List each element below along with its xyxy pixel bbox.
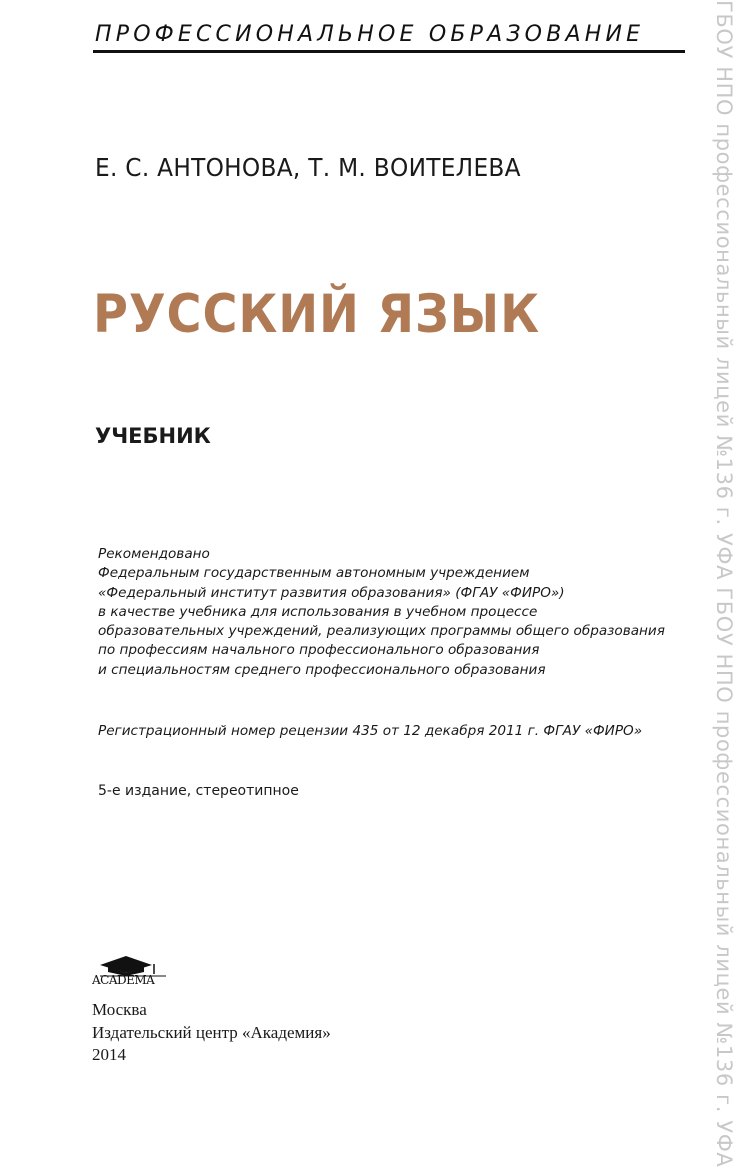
registration-number: Регистрационный номер рецензии 435 от 12 декабря 2011 г. ФГАУ «ФИРО» [98,723,643,739]
logo-text: ACADEMA [92,973,155,987]
series-name: ПРОФЕССИОНАЛЬНОЕ ОБРАЗОВАНИЕ [95,22,645,47]
publisher-name: Издательский центр «Академия» [92,1022,331,1042]
approval-line: и специальностям среднего профессионального образования [98,661,546,678]
book-type: УЧЕБНИК [95,424,211,448]
approval-line: Федеральным государственным автономным учреждением [98,565,530,582]
publisher-logo [92,953,172,989]
approval-line: в качестве учебника для использования в учебном процессе [98,603,538,620]
book-title: РУССКИЙ ЯЗЫК [93,284,541,345]
edition-note: 5-е издание, стереотипное [98,783,299,799]
series-rule [93,50,685,53]
approval-line: Рекомендовано [98,546,210,562]
publisher-info [92,999,331,1067]
publisher-year: 2014 [92,1045,126,1064]
approval-line: образовательных учреждений, реализующих программы общего образования [98,623,665,640]
publisher-city: Москва [92,1000,147,1019]
approval-line: по профессиям начального профессионального образования [98,642,540,659]
library-watermark: ГБОУ НПО профессиональный лицей №136 г. УФА ГБОУ НПО профессиональный лицей №136 г. УФА [712,0,736,1167]
approval-line: «Федеральный институт развития образования» (ФГАУ «ФИРО») [98,584,565,601]
approval-block [98,545,698,680]
authors: Е. С. АНТОНОВА, Т. М. ВОИТЕЛЕВА [95,153,521,182]
